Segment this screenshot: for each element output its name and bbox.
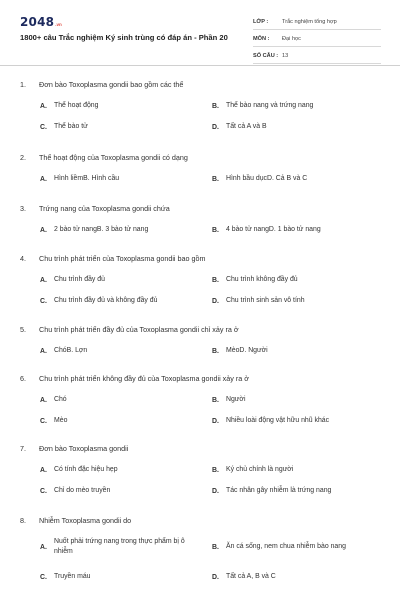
option-a[interactable]: [40, 174, 200, 184]
option-letter: B.: [212, 347, 219, 355]
option-a[interactable]: [40, 101, 200, 111]
option-text: Chu trình sinh sản vô tính: [226, 297, 305, 304]
option-text: Tác nhân gây nhiễm là trứng nang: [226, 487, 332, 494]
question-number: 8.: [20, 516, 26, 525]
option-text: Thể hoạt động: [54, 102, 99, 109]
option-text: Người: [226, 396, 246, 403]
meta-row-count: [253, 48, 381, 64]
option-a[interactable]: [40, 346, 200, 356]
option-b[interactable]: [212, 542, 387, 552]
meta-info: [253, 14, 381, 64]
question-text: [20, 153, 188, 162]
meta-label: LỚP :: [253, 18, 269, 25]
option-d[interactable]: [212, 572, 387, 582]
option-letter: A.: [40, 396, 47, 404]
option-b[interactable]: [212, 225, 387, 235]
question-number: 3.: [20, 204, 26, 213]
meta-row-class: [253, 14, 381, 30]
option-b[interactable]: [212, 174, 387, 184]
option-b[interactable]: [212, 275, 387, 285]
option-text: Ăn cá sống, nem chua nhiễm bào nang: [226, 543, 346, 550]
option-letter: D.: [212, 573, 219, 581]
question-text: [20, 444, 128, 453]
question-text: [20, 254, 205, 263]
option-text: Mèo: [54, 417, 68, 424]
meta-row-subject: [253, 31, 381, 47]
option-a[interactable]: [40, 275, 200, 285]
meta-value: Đại học: [282, 35, 301, 42]
option-text: Chu trình đầy đủ và không đầy đủ: [54, 297, 158, 304]
option-b[interactable]: [212, 465, 387, 475]
option-letter: A.: [40, 175, 47, 183]
question-number: 2.: [20, 153, 26, 162]
option-text: Hình bầu dụcD. Cả B và C: [226, 175, 308, 182]
option-c[interactable]: [40, 122, 200, 132]
question-prompt: Trứng nang của Toxoplasma gondii chứa: [39, 204, 170, 213]
question-text: [20, 204, 170, 213]
logo-number: 2048: [20, 15, 55, 29]
option-text: Chu trình không đầy đủ: [226, 276, 298, 283]
option-text: Chó: [54, 396, 67, 403]
option-letter: A.: [40, 276, 47, 284]
option-letter: B.: [212, 175, 219, 183]
option-d[interactable]: [212, 296, 387, 306]
question-prompt: Nhiễm Toxoplasma gondii do: [39, 516, 132, 525]
option-text: Có tính đặc hiệu hẹp: [54, 466, 118, 473]
option-c[interactable]: [40, 486, 200, 496]
option-d[interactable]: [212, 416, 387, 426]
option-letter: A.: [40, 543, 47, 551]
question-number: 4.: [20, 254, 26, 263]
meta-value: Trắc nghiệm tổng hợp: [282, 18, 337, 25]
option-letter: C.: [40, 487, 47, 495]
option-letter: A.: [40, 466, 47, 474]
meta-value: 13: [282, 52, 289, 59]
question-prompt: Thể hoạt động của Toxoplasma gondii có dạng: [39, 153, 188, 162]
option-letter: D.: [212, 417, 219, 425]
option-letter: B.: [212, 102, 219, 110]
logo-domain: .vn: [55, 22, 62, 27]
option-letter: D.: [212, 487, 219, 495]
option-letter: A.: [40, 347, 47, 355]
question-text: [20, 516, 131, 525]
option-a[interactable]: [40, 537, 200, 557]
option-b[interactable]: [212, 346, 387, 356]
question-text: [20, 325, 239, 334]
page-title: 1800+ câu Trắc nghiệm Ký sinh trùng có đáp án - Phần 20: [20, 33, 228, 42]
option-letter: A.: [40, 226, 47, 234]
option-letter: C.: [40, 297, 47, 305]
question-number: 7.: [20, 444, 26, 453]
option-text: 2 bào tử nangB. 3 bào tử nang: [54, 226, 149, 233]
option-letter: C.: [40, 573, 47, 581]
option-text: Nhiều loài động vật hữu nhũ khác: [226, 417, 330, 424]
option-text: Chỉ do mèo truyền: [54, 487, 111, 494]
option-letter: A.: [40, 102, 47, 110]
option-text: Chu trình đầy đủ: [54, 276, 105, 283]
option-letter: B.: [212, 543, 219, 551]
option-letter: B.: [212, 276, 219, 284]
header: [0, 0, 400, 66]
option-letter: D.: [212, 297, 219, 305]
option-b[interactable]: [212, 395, 387, 405]
site-logo[interactable]: [20, 15, 62, 29]
question-prompt: Đơn bào Toxoplasma gondii bao gồm các thể: [39, 80, 184, 89]
question-text: [20, 80, 183, 89]
option-text: Nuốt phải trứng nang trong thực phẩm bị ô nhiễm: [54, 538, 185, 555]
option-text: ChóB. Lợn: [54, 347, 88, 354]
option-text: Hình liềmB. Hình cầu: [54, 175, 120, 182]
option-b[interactable]: [212, 101, 387, 111]
option-text: Tất cả A, B và C: [226, 573, 276, 580]
option-letter: B.: [212, 466, 219, 474]
meta-label: MÔN :: [253, 35, 270, 42]
question-prompt: Đơn bào Toxoplasma gondii: [39, 444, 129, 453]
question-prompt: Chu trình phát triển đầy đủ của Toxoplasma gondii chỉ xảy ra ở: [39, 325, 239, 334]
option-letter: B.: [212, 396, 219, 404]
option-text: Truyền máu: [54, 573, 91, 580]
option-text: Thể bào nang và trứng nang: [226, 102, 314, 109]
option-text: Ký chủ chính là người: [226, 466, 294, 473]
option-text: 4 bào tử nangD. 1 bào tử nang: [226, 226, 321, 233]
question-number: 6.: [20, 374, 26, 383]
meta-label: SỐ CÂU :: [253, 52, 279, 59]
question-text: [20, 374, 249, 383]
question-number: 1.: [20, 80, 26, 89]
option-text: MèoD. Người: [226, 347, 268, 354]
option-letter: C.: [40, 417, 47, 425]
option-letter: D.: [212, 123, 219, 131]
question-number: 5.: [20, 325, 26, 334]
option-c[interactable]: [40, 296, 200, 306]
option-text: Thể bào tử: [54, 123, 88, 130]
option-text: Tất cả A và B: [226, 123, 267, 130]
option-letter: B.: [212, 226, 219, 234]
option-d[interactable]: [212, 122, 387, 132]
question-prompt: Chu trình phát triển không đầy đủ của Toxoplasma gondii xảy ra ở: [39, 374, 249, 383]
option-a[interactable]: [40, 395, 200, 405]
option-a[interactable]: [40, 225, 200, 235]
option-c[interactable]: [40, 416, 200, 426]
option-c[interactable]: [40, 572, 200, 582]
option-d[interactable]: [212, 486, 387, 496]
question-prompt: Chu trình phát triển của Toxoplasma gondii bao gồm: [39, 254, 206, 263]
option-letter: C.: [40, 123, 47, 131]
option-a[interactable]: [40, 465, 200, 475]
